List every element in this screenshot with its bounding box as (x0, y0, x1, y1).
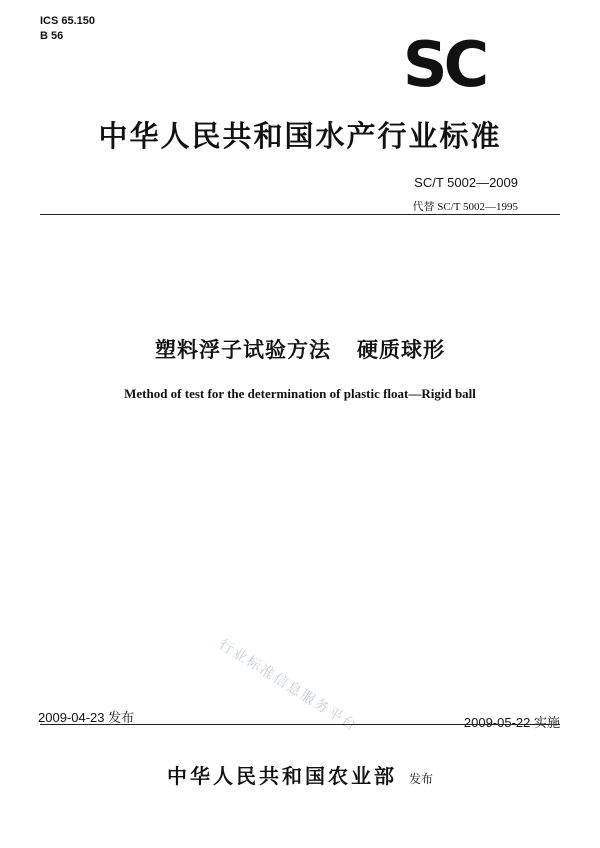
chinese-title-sub: 硬质球形 (357, 338, 445, 362)
replaced-standard: 代替 SC/T 5002—1995 (412, 201, 518, 213)
publisher (0, 760, 600, 789)
ccs-code: B 56 (40, 30, 64, 42)
issue-date: 2009-04-23 发布 (38, 710, 135, 725)
ics-code: ICS 65.150 (40, 15, 96, 27)
watermark: 行业标准信息服务平台 (215, 636, 361, 735)
chinese-title (0, 334, 600, 364)
sc-logo (388, 36, 500, 94)
classification-codes (40, 14, 95, 44)
publisher-org: 中华人民共和国农业部 (166, 764, 397, 788)
sc-logo-text: SC (402, 36, 486, 94)
english-title: Method of test for the determination of plastic float—Rigid ball (124, 386, 476, 401)
chinese-title-main: 塑料浮子试验方法 (155, 338, 331, 362)
header-divider (40, 214, 560, 215)
standard-category-title: 中华人民共和国水产行业标准 (98, 119, 502, 153)
publisher-action: 发布 (408, 772, 433, 786)
standard-number: SC/T 5002—2009 (414, 175, 518, 190)
implementation-date: 2009-05-22 实施 (463, 715, 560, 730)
footer-divider (40, 724, 560, 725)
